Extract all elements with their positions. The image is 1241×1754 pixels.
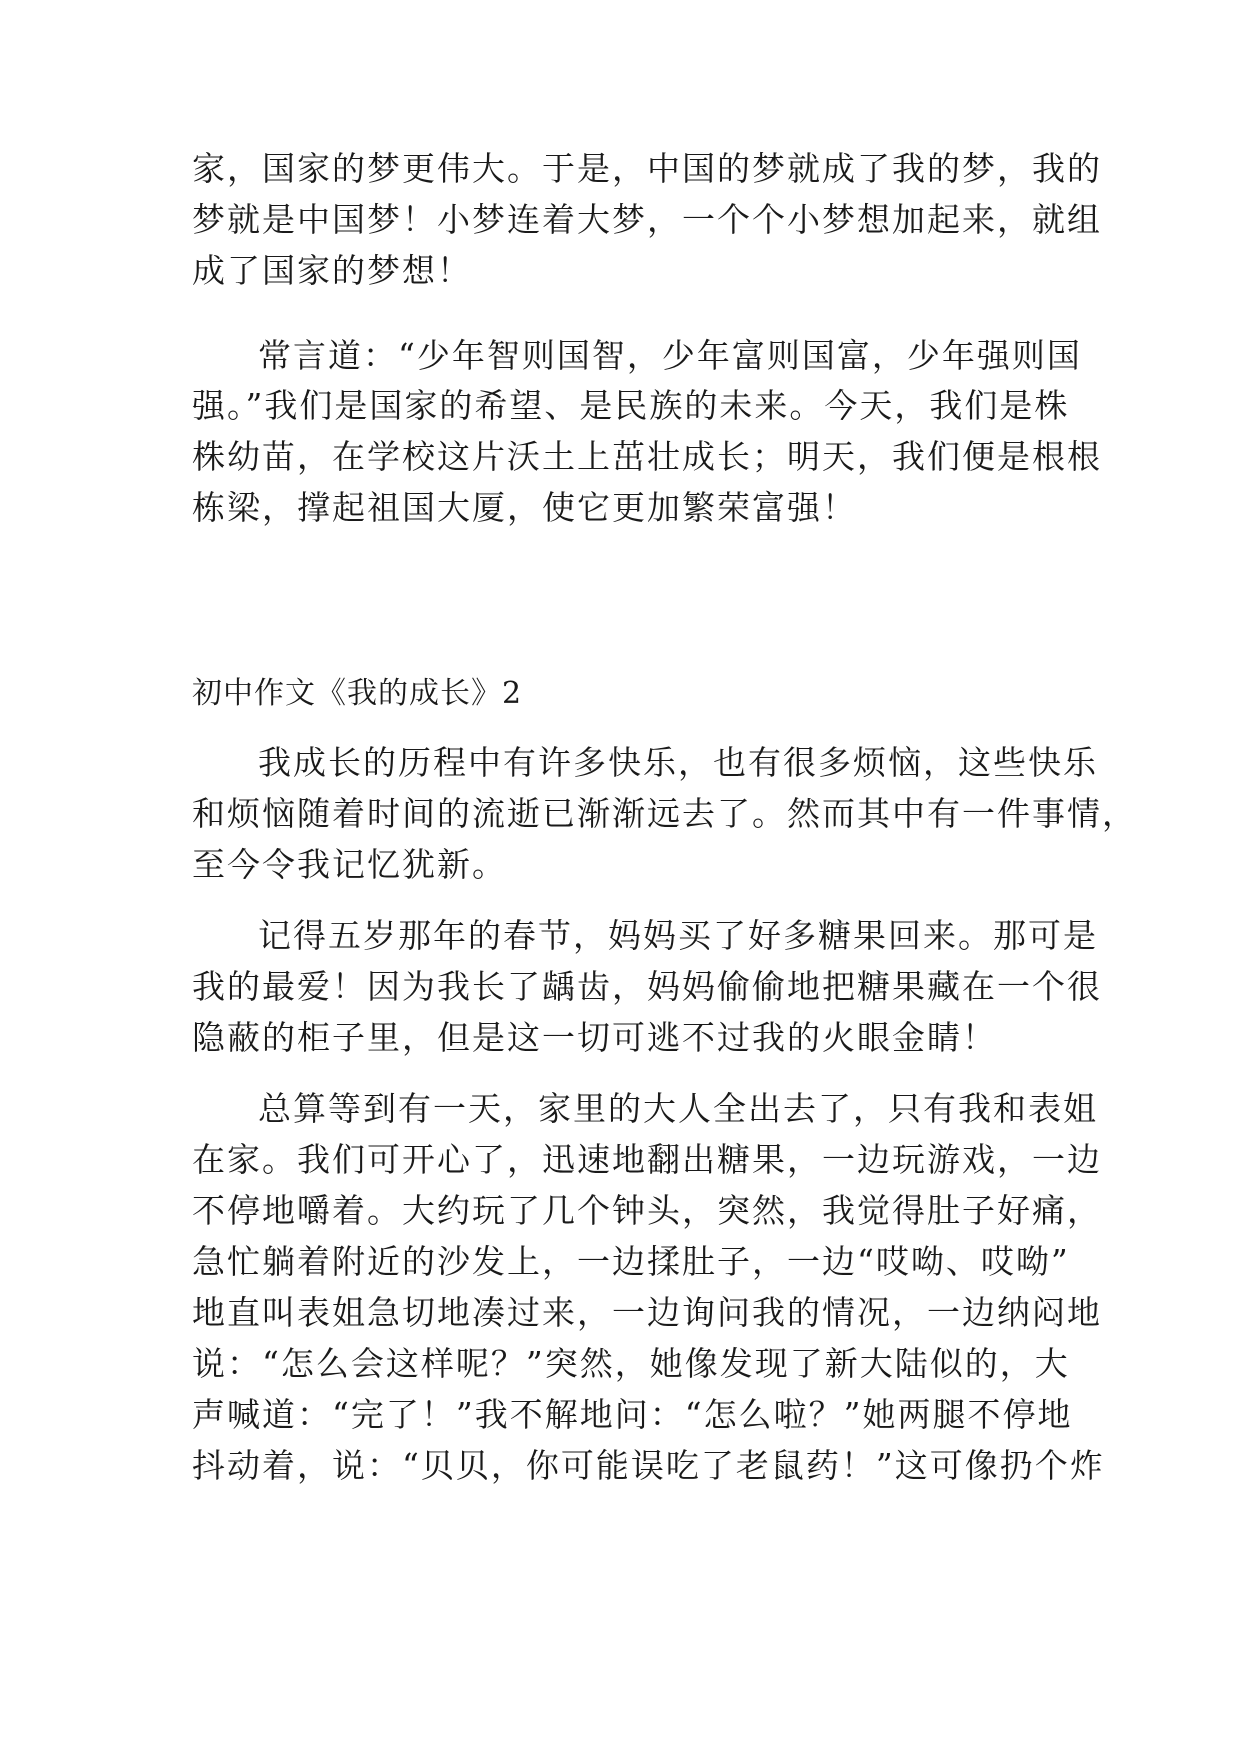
paragraph-line: 强。”我们是国家的希望、是民族的未来。今天，我们是株 (192, 386, 1070, 425)
paragraph-line: 记得五岁那年的春节，妈妈买了好多糖果回来。那可是 (258, 916, 1098, 955)
paragraph-line: 地直叫表姐急切地凑过来，一边询问我的情况，一边纳闷地 (192, 1293, 1102, 1332)
essay-title: 初中作文《我的成长》2 (192, 676, 523, 711)
paragraph-line: 我的最爱！因为我长了龋齿，妈妈偷偷地把糖果藏在一个很 (192, 967, 1102, 1006)
paragraph-line: 说：“怎么会这样呢？”突然，她像发现了新大陆似的，大 (192, 1344, 1070, 1383)
paragraph-line: 株幼苗，在学校这片沃土上茁壮成长；明天，我们便是根根 (192, 437, 1102, 476)
paragraph-line: 隐蔽的柜子里，但是这一切可逃不过我的火眼金睛！ (192, 1018, 997, 1057)
paragraph-line: 和烦恼随着时间的流逝已渐渐远去了。然而其中有一件事情， (192, 794, 1137, 833)
paragraph-line: 在家。我们可开心了，迅速地翻出糖果，一边玩游戏，一边 (192, 1140, 1102, 1179)
paragraph-line: 常言道：“少年智则国智，少年富则国富，少年强则国 (258, 336, 1082, 375)
paragraph-line: 梦就是中国梦！小梦连着大梦，一个个小梦想加起来，就组 (192, 200, 1102, 239)
paragraph-line: 急忙躺着附近的沙发上，一边揉肚子，一边“哎呦、哎呦” (192, 1242, 1070, 1281)
paragraph-line: 栋梁，撑起祖国大厦，使它更加繁荣富强！ (192, 488, 857, 527)
paragraph-line: 成了国家的梦想！ (192, 251, 472, 290)
paragraph-line: 不停地嚼着。大约玩了几个钟头，突然，我觉得肚子好痛， (192, 1191, 1102, 1230)
paragraph-line: 至今令我记忆犹新。 (192, 845, 507, 884)
paragraph-line: 家，国家的梦更伟大。于是，中国的梦就成了我的梦，我的 (192, 149, 1102, 188)
paragraph-line: 声喊道：“完了！”我不解地问：“怎么啦？”她两腿不停地 (192, 1395, 1073, 1434)
paragraph-line: 抖动着，说：“贝贝，你可能误吃了老鼠药！”这可像扔个炸 (192, 1446, 1105, 1485)
paragraph-line: 总算等到有一天，家里的大人全出去了，只有我和表姐 (258, 1089, 1098, 1128)
paragraph-line: 我成长的历程中有许多快乐，也有很多烦恼，这些快乐 (258, 743, 1098, 782)
